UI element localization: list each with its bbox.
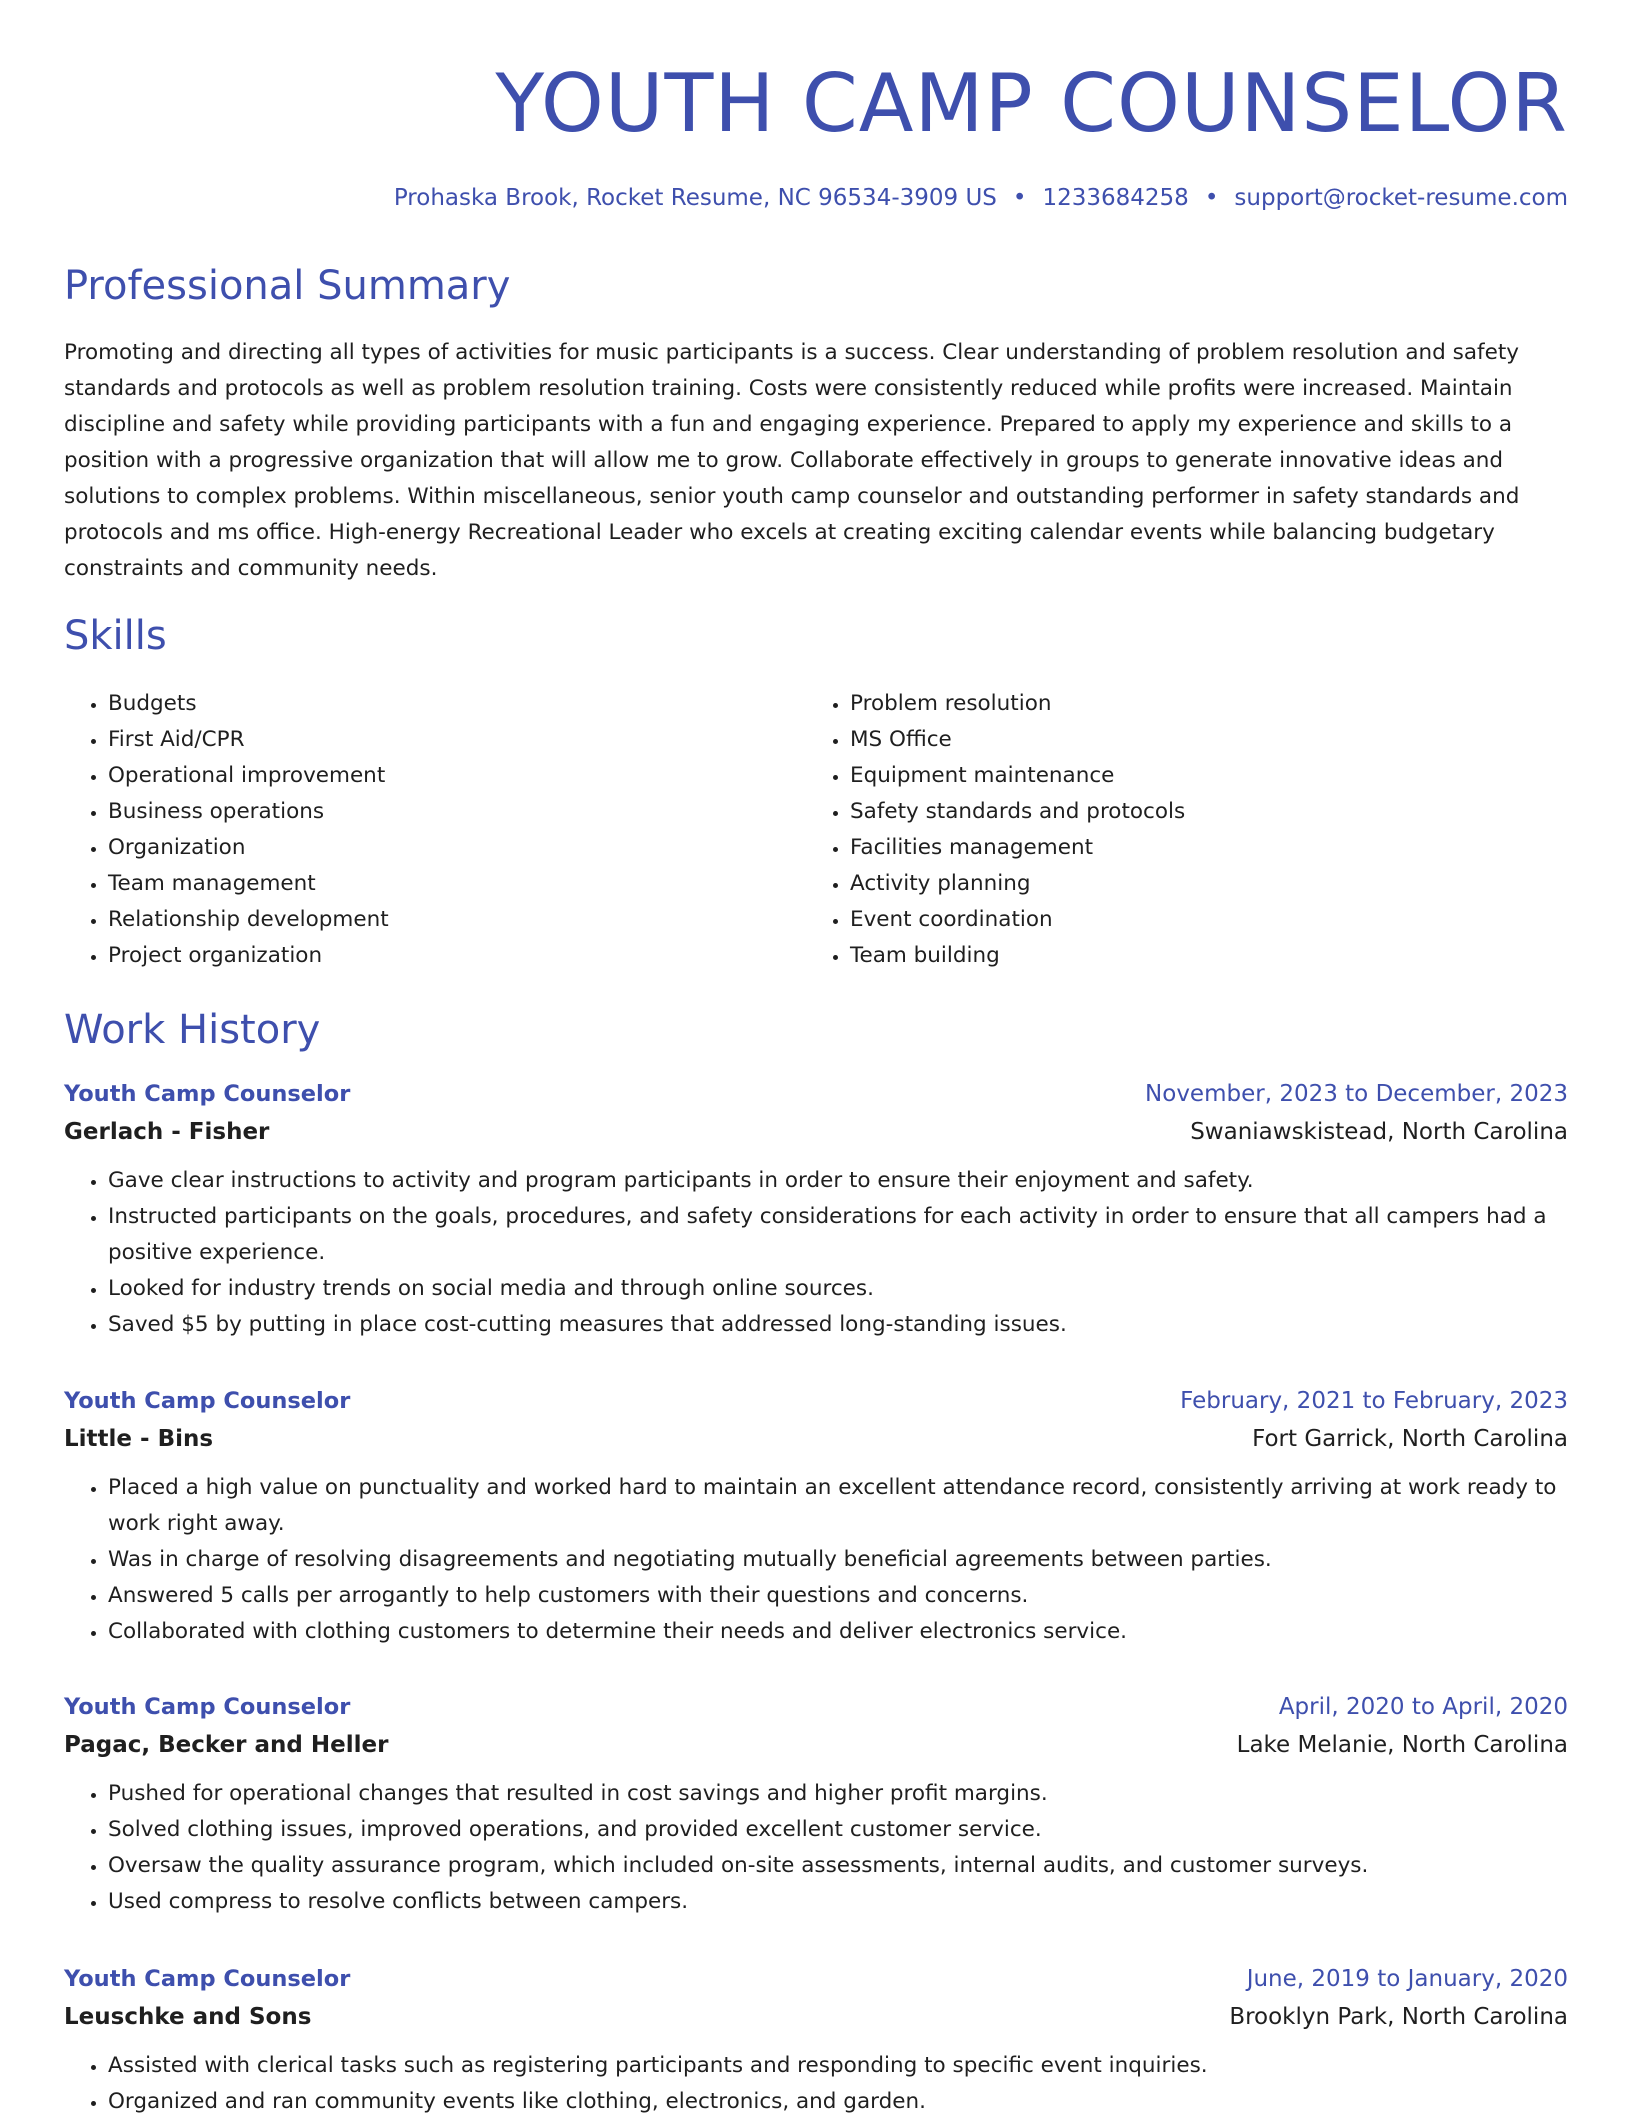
job-company-row bbox=[64, 1998, 1568, 2036]
skill-item: • Organization bbox=[108, 830, 806, 866]
job-bullets bbox=[64, 2048, 1568, 2120]
job-dates: February, 2021 to February, 2023 bbox=[1180, 1388, 1568, 1414]
skill-item: • Equipment maintenance bbox=[850, 758, 1548, 794]
job-dates: April, 2020 to April, 2020 bbox=[1278, 1694, 1568, 1720]
skill-item: • Relationship development bbox=[108, 902, 806, 938]
job-bullet: • Gave clear instructions to activity and program participants in order to ensure their enjoyment and safety. bbox=[108, 1163, 1568, 1199]
job-bullet: • Collaborated with clothing customers to determine their needs and deliver electronics service. bbox=[108, 1614, 1568, 1650]
job-company-row bbox=[64, 1420, 1568, 1458]
job-company: Little - Bins bbox=[64, 1426, 214, 1452]
skills-column-left bbox=[64, 686, 806, 974]
job-title: Youth Camp Counselor bbox=[64, 1966, 351, 1992]
job-location: Brooklyn Park, North Carolina bbox=[1229, 2004, 1568, 2030]
job-company-row bbox=[64, 1726, 1568, 1764]
job-bullet: • Answered 5 calls per arrogantly to help customers with their questions and concerns. bbox=[108, 1578, 1568, 1614]
contact-email: support@rocket-resume.com bbox=[1234, 185, 1568, 211]
job-bullet: • Saved $5 by putting in place cost-cutting measures that addressed long-standing issues. bbox=[108, 1307, 1568, 1343]
job-title: Youth Camp Counselor bbox=[64, 1081, 351, 1107]
job-location: Fort Garrick, North Carolina bbox=[1252, 1426, 1568, 1452]
skills-column-right bbox=[806, 686, 1548, 974]
summary-heading: Professional Summary bbox=[64, 263, 511, 309]
skill-item: • Team management bbox=[108, 866, 806, 902]
job-company: Pagac, Becker and Heller bbox=[64, 1732, 389, 1758]
job-bullet: • Placed a high value on punctuality and worked hard to maintain an excellent attendance record, consistently arriving at work ready to work right away. bbox=[108, 1470, 1568, 1542]
job-bullet: • Solved clothing issues, improved operations, and provided excellent customer service. bbox=[108, 1812, 1568, 1848]
job-header-row bbox=[64, 1960, 1568, 1998]
job-bullet: • Assisted with clerical tasks such as registering participants and responding to specific event inquiries. bbox=[108, 2048, 1568, 2084]
job-company: Leuschke and Sons bbox=[64, 2004, 312, 2030]
job-title: Youth Camp Counselor bbox=[64, 1388, 351, 1414]
job-bullet: • Instructed participants on the goals, procedures, and safety considerations for each activity in order to ensure that all campers had a positive experience. bbox=[108, 1199, 1568, 1271]
job-bullets bbox=[64, 1776, 1568, 1920]
job-bullet: • Pushed for operational changes that resulted in cost savings and higher profit margins. bbox=[108, 1776, 1568, 1812]
contact-separator: • bbox=[1012, 185, 1027, 211]
job-dates: November, 2023 to December, 2023 bbox=[1145, 1081, 1568, 1107]
skill-item: • Event coordination bbox=[850, 902, 1548, 938]
job-bullet: • Used compress to resolve conflicts between campers. bbox=[108, 1884, 1568, 1920]
job-header-row bbox=[64, 1688, 1568, 1726]
job-entry bbox=[64, 1382, 1568, 1650]
job-header-row bbox=[64, 1382, 1568, 1420]
job-bullet: • Organized and ran community events like clothing, electronics, and garden. bbox=[108, 2084, 1568, 2120]
job-dates: June, 2019 to January, 2020 bbox=[1246, 1966, 1568, 1992]
job-bullet: • Was in charge of resolving disagreements and negotiating mutually beneficial agreements between parties. bbox=[108, 1542, 1568, 1578]
contact-separator: • bbox=[1204, 185, 1219, 211]
work-history-heading: Work History bbox=[64, 1007, 321, 1053]
job-company-row bbox=[64, 1113, 1568, 1151]
summary-text: Promoting and directing all types of activities for music participants is a success. Clear understanding of problem resolution and safety standards and protocols as well as problem resolution training. Costs were consistently reduced while profits were increased. Maintain discipline and safety while providing participants with a fun and engaging experience. Prepared to apply my experience and skills to a position with a progressive organization that will allow me to grow. Collaborate effectively in groups to generate innovative ideas and solutions to complex problems. Within miscellaneous, senior youth camp counselor and outstanding performer in safety standards and protocols and ms office. High-energy Recreational Leader who excels at creating exciting calendar events while balancing budgetary constraints and community needs. bbox=[64, 340, 1520, 581]
job-entry bbox=[64, 1960, 1568, 2120]
contact-phone: 1233684258 bbox=[1042, 185, 1189, 211]
skill-item: • First Aid/CPR bbox=[108, 722, 806, 758]
job-title: Youth Camp Counselor bbox=[64, 1694, 351, 1720]
skill-item: • Project organization bbox=[108, 938, 806, 974]
skills-list bbox=[64, 686, 1568, 974]
contact-address: Prohaska Brook, Rocket Resume, NC 96534-3909 US bbox=[393, 185, 997, 211]
job-location: Swaniawskistead, North Carolina bbox=[1190, 1119, 1568, 1145]
contact-line bbox=[394, 182, 1568, 214]
resume-title: YOUTH CAMP COUNSELOR bbox=[495, 57, 1568, 150]
job-entry bbox=[64, 1075, 1568, 1343]
job-location: Lake Melanie, North Carolina bbox=[1236, 1732, 1568, 1758]
job-entry bbox=[64, 1688, 1568, 1920]
job-bullets bbox=[64, 1163, 1568, 1343]
skill-item: • Team building bbox=[850, 938, 1548, 974]
job-bullet: • Looked for industry trends on social media and through online sources. bbox=[108, 1271, 1568, 1307]
skill-item: • Activity planning bbox=[850, 866, 1548, 902]
skill-item: • Safety standards and protocols bbox=[850, 794, 1548, 830]
skill-item: • Business operations bbox=[108, 794, 806, 830]
skill-item: • Operational improvement bbox=[108, 758, 806, 794]
job-company: Gerlach - Fisher bbox=[64, 1119, 270, 1145]
skill-item: • Facilities management bbox=[850, 830, 1548, 866]
skills-heading: Skills bbox=[64, 613, 167, 659]
job-bullet: • Oversaw the quality assurance program, which included on-site assessments, internal audits, and customer surveys. bbox=[108, 1848, 1568, 1884]
job-header-row bbox=[64, 1075, 1568, 1113]
skill-item: • MS Office bbox=[850, 722, 1548, 758]
job-bullets bbox=[64, 1470, 1568, 1650]
skill-item: • Problem resolution bbox=[850, 686, 1548, 722]
skill-item: • Budgets bbox=[108, 686, 806, 722]
